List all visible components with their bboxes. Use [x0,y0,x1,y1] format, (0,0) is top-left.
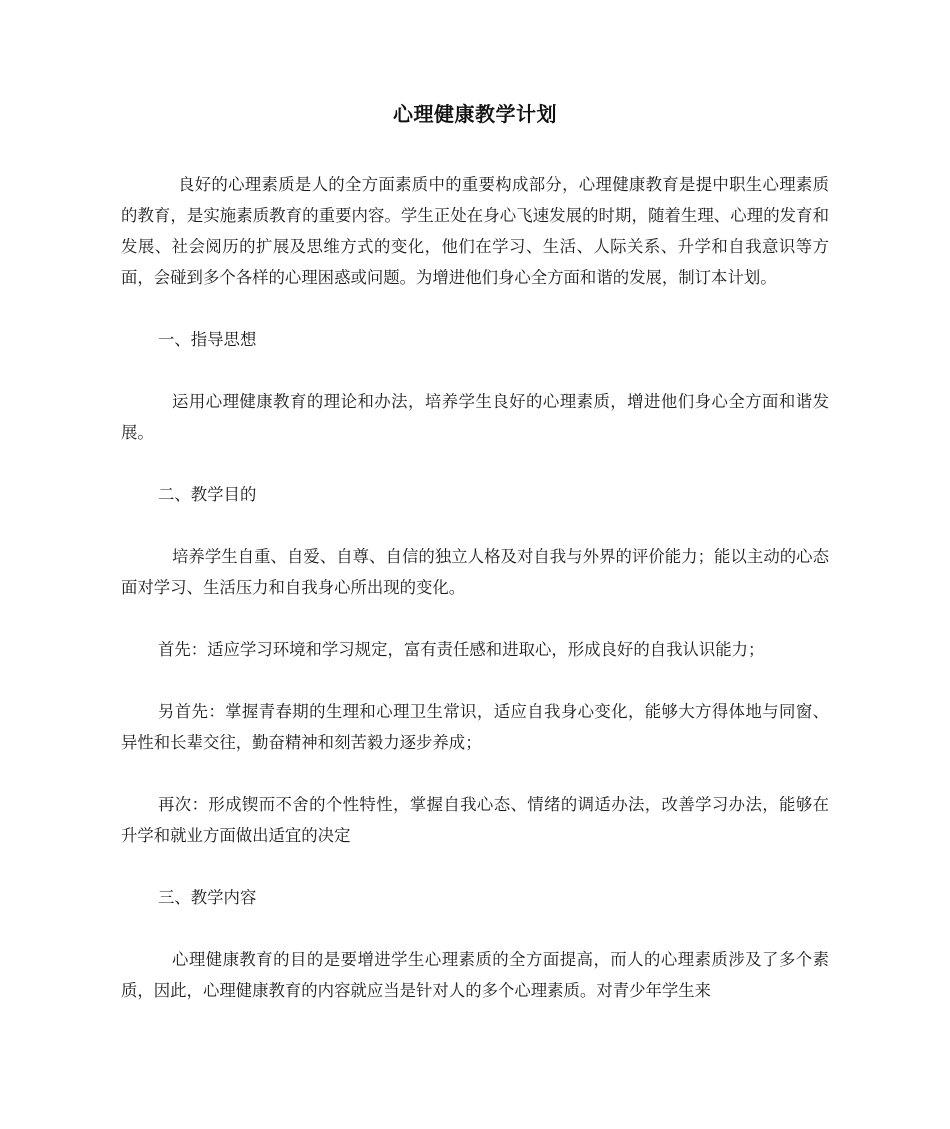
section2-second-item: 另首先：掌握青春期的生理和心理卫生常识，适应自我身心变化，能够大方得体地与同窗、异性和长辈交往，勤奋精神和刻苦毅力逐步养成； [121,702,829,752]
section2-third-item: 再次：形成锲而不舍的个性特性，掌握自我心态、情绪的调适办法，改善学习办法，能够在升学和就业方面做出适宜的决定 [121,795,829,845]
section2-paragraph: 培养学生自重、自爱、自尊、自信的独立人格及对自我与外界的评价能力；能以主动的心态面对学习、生活压力和自我身心所出现的变化。 [121,547,829,597]
document-body [121,169,829,1006]
section1-heading: 一、指导思想 [158,330,257,349]
section2-first-item: 首先：适应学习环境和学习规定，富有责任感和进取心，形成良好的自我认识能力； [158,640,765,659]
intro-paragraph: 良好的心理素质是人的全方面素质中的重要构成部分，心理健康教育是提中职生心理素质的教育，是实施素质教育的重要内容。学生正处在身心飞速发展的时期，随着生理、心理的发育和发展、社会阅历的扩展及思维方式的变化，他们在学习、生活、人际关系、升学和自我意识等方面，会碰到多个各样的心理困惑或问题。为增进他们身心全方面和谐的发展，制订本计划。 [121,175,829,287]
section1-paragraph: 运用心理健康教育的理论和办法，培养学生良好的心理素质，增进他们身心全方面和谐发展。 [121,392,829,442]
section3-heading: 三、教学内容 [158,888,257,907]
section2-heading: 二、教学目的 [158,485,257,504]
document-title: 心理健康教学计划 [393,102,557,126]
section3-paragraph: 心理健康教育的目的是要增进学生心理素质的全方面提高，而人的心理素质涉及了多个素质，因此，心理健康教育的内容就应当是针对人的多个心理素质。对青少年学生来 [121,950,829,1000]
